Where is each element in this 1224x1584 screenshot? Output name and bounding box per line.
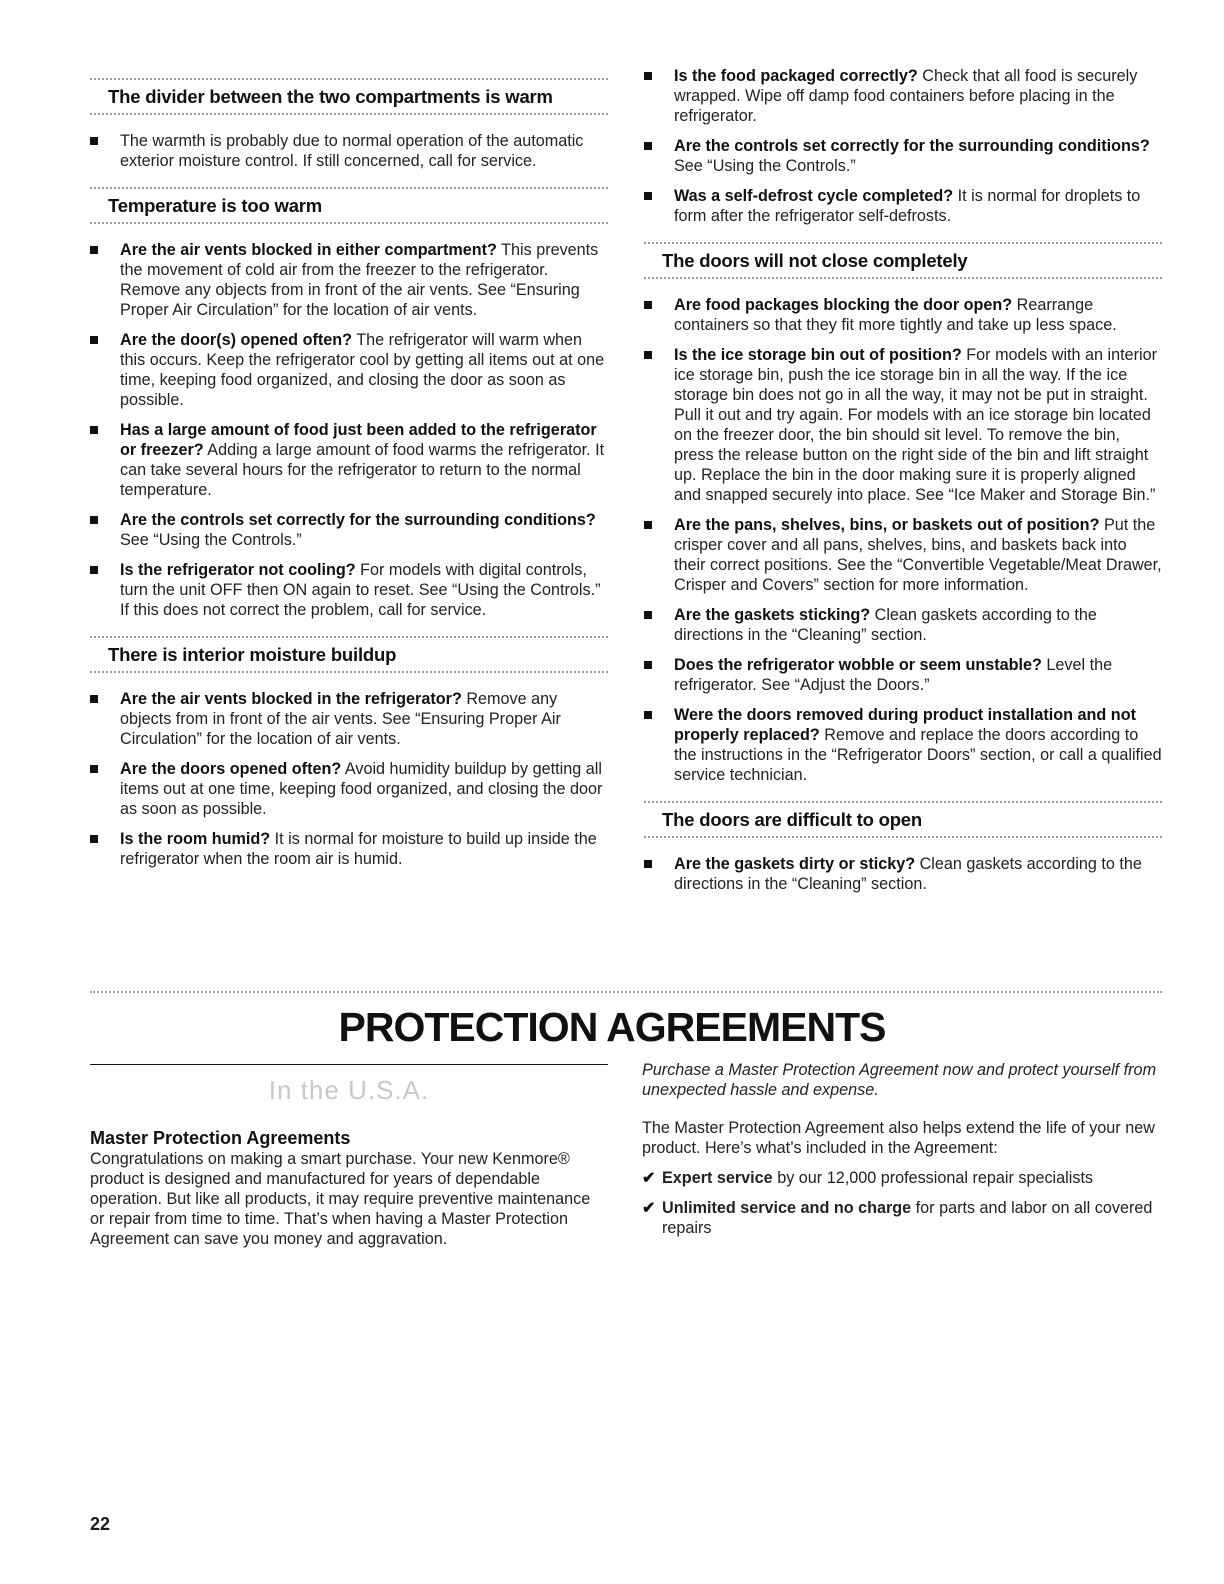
checkmark-icon: ✔ <box>642 1199 656 1217</box>
bullet-square-icon <box>90 695 98 703</box>
item-text: See “Using the Controls.” <box>674 157 856 175</box>
check-item <box>642 1168 1162 1188</box>
item-text: Remove and replace the doors according to the instructions in the “Refrigerator Doors” section, or call a qualified service technician. <box>674 726 1162 784</box>
bullet-square-icon <box>644 711 652 719</box>
item-question: Has a large amount of food just been added to the refrigerator or freezer? <box>120 421 597 459</box>
bullet-list <box>644 854 1162 894</box>
section-heading-wrap <box>644 795 1162 844</box>
item-text: The warmth is probably due to normal operation of the automatic exterior moisture control. If still concerned, call for service. <box>120 132 584 170</box>
left-column <box>90 72 608 879</box>
item-question: Is the ice storage bin out of position? <box>674 346 962 364</box>
dotted-rule <box>644 836 1162 838</box>
item-question: Were the doors removed during product installation and not properly replaced? <box>674 706 1136 744</box>
bullet-square-icon <box>90 426 98 434</box>
list-item <box>90 131 608 171</box>
list-item <box>644 295 1162 335</box>
check-bold: Expert service <box>662 1169 773 1187</box>
bullet-square-icon <box>644 661 652 669</box>
section-divider-warm <box>90 72 608 171</box>
item-text: The refrigerator will warm when this occurs. Keep the refrigerator cool by getting all items out at one time, keeping food organized, and closing the door as soon as possible. <box>120 331 605 409</box>
list-item <box>644 705 1162 785</box>
item-question: Are the controls set correctly for the surrounding conditions? <box>120 511 596 529</box>
item-question: Are the gaskets sticking? <box>674 606 871 624</box>
page-title: PROTECTION AGREEMENTS <box>338 1004 886 1050</box>
bullet-list <box>90 131 608 171</box>
item-question: Are food packages blocking the door open? <box>674 296 1013 314</box>
item-text: Remove any objects from in front of the air vents. See “Ensuring Proper Air Circulation” for the location of air vents. <box>120 690 561 748</box>
item-text: Rearrange containers so that they fit more tightly and take up less space. <box>674 296 1117 334</box>
bullet-square-icon <box>90 246 98 254</box>
item-text: Clean gaskets according to the directions in the “Cleaning” section. <box>674 606 1097 644</box>
dotted-rule <box>90 671 608 673</box>
section-temperature-warm <box>90 181 608 620</box>
bullet-square-icon <box>90 765 98 773</box>
bullet-square-icon <box>644 611 652 619</box>
section-heading-wrap <box>90 72 608 121</box>
bullet-square-icon <box>644 860 652 868</box>
list-item <box>644 136 1162 176</box>
item-question: Does the refrigerator wobble or seem unstable? <box>674 656 1042 674</box>
section-heading: Temperature is too warm <box>108 195 323 216</box>
item-text: For models with an interior ice storage bin, push the ice storage bin in all the way. If the ice storage bin does not go in all the way, it may not be put in straight. Pull it out and try again. For models with an ice storage bin located on the freezer door, the bin should sit level. To remove the bin, press the release button on the right side of the bin and lift straight up. Replace the bin in the door making sure it is properly aligned and snapped securely into place. See “Ice Maker and Storage Bin.” <box>674 346 1158 504</box>
item-question: Are the air vents blocked in either compartment? <box>120 241 497 259</box>
item-question: Is the refrigerator not cooling? <box>120 561 356 579</box>
item-question: Is the food packaged correctly? <box>674 67 918 85</box>
bullet-square-icon <box>90 566 98 574</box>
bullet-square-icon <box>90 137 98 145</box>
right-column <box>644 66 1162 904</box>
solid-rule <box>90 1064 608 1065</box>
item-text: Check that all food is securely wrapped. Wipe off damp food containers before placing in the refrigerator. <box>674 67 1138 125</box>
list-item <box>644 66 1162 126</box>
bullet-square-icon <box>644 521 652 529</box>
list-item <box>644 186 1162 226</box>
list-item <box>90 240 608 320</box>
list-item <box>644 655 1162 695</box>
list-item <box>644 605 1162 645</box>
agreement-paragraph: The Master Protection Agreement also helps extend the life of your new product. Here’s what’s included in the Agreement: <box>642 1119 1155 1157</box>
dotted-rule <box>90 222 608 224</box>
list-item <box>90 689 608 749</box>
item-text: This prevents the movement of cold air from the freezer to the refrigerator. Remove any objects from in front of the air vents. See “Ensuring Proper Air Circulation” for the location of air vents. <box>120 241 599 319</box>
item-question: Was a self-defrost cycle completed? <box>674 187 954 205</box>
section-doors-not-close <box>644 236 1162 785</box>
check-text: for parts and labor on all covered repairs <box>662 1199 1153 1237</box>
section-heading-wrap <box>644 236 1162 285</box>
item-text: It is normal for droplets to form after the refrigerator self-defrosts. <box>674 187 1141 225</box>
section-heading: The divider between the two compartments is warm <box>108 86 553 107</box>
bullet-list-continued <box>644 66 1162 226</box>
list-item <box>90 420 608 500</box>
list-item <box>644 854 1162 894</box>
list-item <box>90 560 608 620</box>
dotted-rule <box>90 113 608 115</box>
list-item <box>90 510 608 550</box>
section-heading-wrap <box>90 181 608 230</box>
dotted-section-divider <box>90 991 1162 993</box>
protection-left-column <box>90 1064 608 1249</box>
section-heading: The doors are difficult to open <box>662 809 922 830</box>
item-text: It is normal for moisture to build up inside the refrigerator when the room air is humid. <box>120 830 597 868</box>
list-item <box>90 330 608 410</box>
bullet-list <box>90 689 608 869</box>
section-heading-wrap <box>90 630 608 679</box>
bullet-square-icon <box>644 301 652 309</box>
section-heading: The doors will not close completely <box>662 250 968 271</box>
dotted-rule <box>644 277 1162 279</box>
bullet-square-icon <box>644 142 652 150</box>
bullet-list <box>90 240 608 620</box>
item-text: For models with digital controls, turn the unit OFF then ON again to reset. See “Using the Controls.” If this does not correct the problem, call for service. <box>120 561 601 619</box>
bullet-square-icon <box>90 835 98 843</box>
protection-right-column <box>642 1060 1162 1238</box>
item-question: Are the gaskets dirty or sticky? <box>674 855 916 873</box>
item-question: Are the air vents blocked in the refrigerator? <box>120 690 462 708</box>
item-question: Are the doors opened often? <box>120 760 342 778</box>
section-moisture-buildup <box>90 630 608 869</box>
item-text: See “Using the Controls.” <box>120 531 302 549</box>
bullet-square-icon <box>644 72 652 80</box>
bullet-list <box>644 295 1162 785</box>
bullet-square-icon <box>90 336 98 344</box>
list-item <box>644 345 1162 505</box>
list-item <box>90 759 608 819</box>
item-question: Are the pans, shelves, bins, or baskets out of position? <box>674 516 1100 534</box>
section-heading: There is interior moisture buildup <box>108 644 397 665</box>
item-text: Avoid humidity buildup by getting all items out at one time, keeping food organized, and closing the door as soon as possible. <box>120 760 603 818</box>
checkmark-icon: ✔ <box>642 1169 656 1187</box>
item-text: Put the crisper cover and all pans, shelves, bins, and baskets back into their correct positions. See the “Convertible Vegetable/Meat Drawer, Crisper and Covers” section for more information. <box>674 516 1162 594</box>
item-question: Are the door(s) opened often? <box>120 331 353 349</box>
list-item <box>90 829 608 869</box>
section-doors-difficult <box>644 795 1162 894</box>
bullet-square-icon <box>644 351 652 359</box>
bullet-square-icon <box>90 516 98 524</box>
region-label: In the U.S.A. <box>268 1075 430 1105</box>
subheading: Master Protection Agreements <box>90 1128 351 1148</box>
intro-paragraph: Congratulations on making a smart purchase. Your new Kenmore® product is designed and manufactured for years of dependable operation. But like all products, it may require preventive maintenance or repair from time to time. That’s when having a Master Protection Agreement can save you money and aggravation. <box>90 1150 591 1248</box>
item-text: Adding a large amount of food warms the refrigerator. It can take several hours for the refrigerator to return to the normal temperature. <box>120 441 605 499</box>
page-number: 22 <box>90 1514 111 1534</box>
italic-tagline: Purchase a Master Protection Agreement now and protect yourself from unexpected hassle and expense. <box>642 1061 1157 1099</box>
item-question: Are the controls set correctly for the surrounding conditions? <box>674 137 1150 155</box>
item-question: Is the room humid? <box>120 830 271 848</box>
item-text: Level the refrigerator. See “Adjust the Doors.” <box>674 656 1113 694</box>
bullet-square-icon <box>644 192 652 200</box>
check-text: by our 12,000 professional repair specialists <box>772 1169 1094 1187</box>
check-item <box>642 1198 1162 1238</box>
check-bold: Unlimited service and no charge <box>662 1199 912 1217</box>
list-item <box>644 515 1162 595</box>
item-text: Clean gaskets according to the directions in the “Cleaning” section. <box>674 855 1142 893</box>
